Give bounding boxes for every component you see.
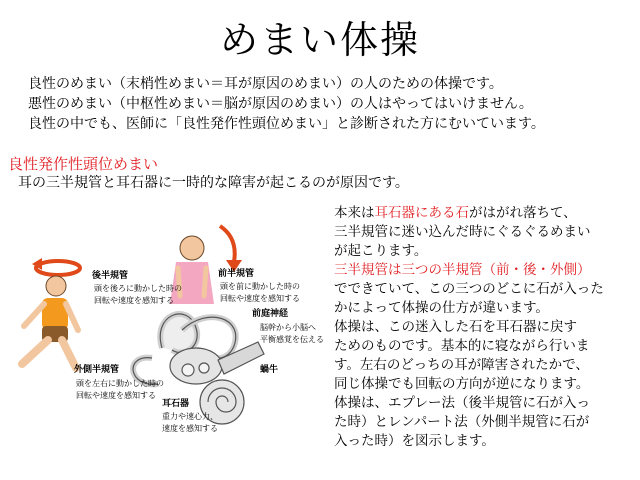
desc-line: 入った時）を図示します。 — [334, 433, 495, 449]
desc-line: た時）とレンパート法（外側半規管に石が — [334, 414, 590, 430]
label-posterior-canal: 後半規管 — [92, 271, 129, 281]
forward-bend-arrow-icon — [220, 226, 242, 272]
desc-line: かによって体操の仕方が違います。 — [334, 300, 549, 316]
label-vestibular-nerve: 前庭神経 — [252, 309, 289, 319]
desc-line: でできていて、この三つのどこに石が入った — [334, 281, 604, 297]
desc-line-highlight: 三半規管は三つの半規管（前・後・外側） — [334, 262, 591, 278]
intro-text — [28, 74, 545, 134]
desc-line: 三半規管に迷い込んだ時にぐるぐるめまい — [334, 224, 591, 240]
label-anterior-canal: 前半規管 — [218, 269, 255, 279]
desc-line: ためのものです。基本的に寝ながら行いま — [334, 338, 590, 354]
label-posterior-desc: 頭を後ろに動かした時の — [94, 284, 182, 293]
section-heading: 良性発作性頭位めまい — [8, 155, 159, 173]
label-anterior-desc: 回転や速度を感知する — [220, 294, 300, 303]
label-anterior-desc: 頭を前に動かした時の — [220, 282, 300, 291]
desc-line: 同じ体操でも回転の方向が逆になります。 — [334, 376, 590, 392]
highlight-text: 耳石器にある石 — [374, 205, 469, 221]
section-text: 耳の三半規管と耳石器に一時的な障害が起こるのが原因です。 — [18, 175, 409, 191]
rotation-arrow-icon — [32, 258, 80, 275]
intro-line: 悪性のめまい（中枢性めまい＝脳が原因のめまい）の人はやってはいけません。 — [28, 96, 533, 112]
inner-ear-icon — [133, 314, 264, 424]
label-posterior-desc: 回転や速度を感知する — [94, 296, 174, 305]
label-lateral-desc: 頭を左右に動かした時の — [76, 379, 164, 388]
label-lateral-desc: 回転や速度を感知する — [76, 391, 156, 400]
description-text — [334, 204, 630, 451]
label-vestibular-desc: 平衡感覚を伝える — [260, 335, 324, 344]
label-otolith-organ: 耳石器 — [162, 399, 190, 409]
desc-line: 体操は、この迷入した石を耳石器に戻す — [334, 319, 577, 335]
desc-line: が起こります。 — [334, 243, 428, 259]
desc-line: 本来は耳石器にある石がはがれ落ちて、 — [334, 205, 577, 221]
intro-line: 良性のめまい（末梢性めまい＝耳が原因のめまい）の人のための体操です。 — [28, 76, 503, 92]
label-otolith-desc: 重力や速心力、 — [162, 412, 218, 421]
person-lateral-icon — [22, 276, 78, 368]
label-lateral-canal: 外側半規管 — [74, 365, 120, 375]
desc-line: す。左右のどっちの耳が障害されたかで、 — [334, 357, 589, 373]
page-title: めまい体操 — [219, 18, 420, 62]
intro-line: 良性の中でも、医師に「良性発作性頭位めまい」と診断された方にむいています。 — [28, 116, 545, 132]
label-cochlea: 蝸牛 — [260, 365, 279, 375]
desc-line: 体操は、エプレー法（後半規管に石が入っ — [334, 395, 590, 411]
inner-ear-diagram — [12, 218, 324, 468]
label-vestibular-desc: 脳幹から小脳へ — [260, 323, 316, 332]
label-otolith-desc: 速度を感知する — [162, 424, 218, 433]
